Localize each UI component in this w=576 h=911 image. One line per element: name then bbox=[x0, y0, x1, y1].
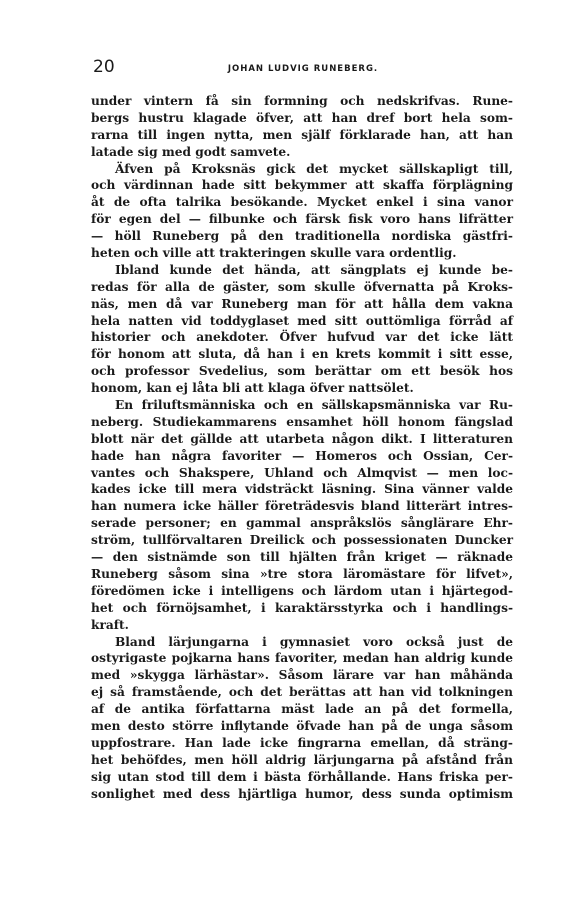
text-line: heten och ville att trakteringen skulle vara ordentlig. bbox=[91, 246, 457, 261]
text-line: Äfven på Kroksnäs gick det mycket sällskapligt till, bbox=[115, 161, 513, 176]
text-line: han numera icke häller företrädesvis bland litterärt intres- bbox=[91, 499, 513, 514]
text-line: latade sig med godt samvete. bbox=[91, 144, 291, 159]
page-header bbox=[93, 57, 513, 79]
text-line: het behöfdes, men höll aldrig lärjungarna på afstånd från bbox=[91, 752, 513, 767]
text-line: sig utan stod till dem i bästa förhållande. Hans friska per- bbox=[91, 769, 513, 784]
text-line: blott när det gällde att utarbeta någon dikt. I litteraturen bbox=[91, 431, 513, 446]
text-line: kraft. bbox=[91, 617, 129, 632]
text-line: för egen del — filbunke och färsk fisk voro hans lifrätter bbox=[91, 212, 513, 227]
text-line: historier och anekdoter. Öfver hufvud var det icke lätt bbox=[91, 330, 513, 345]
page-number: 20 bbox=[93, 57, 115, 77]
body-text bbox=[91, 93, 513, 802]
text-line: — den sistnämde son till hjälten från kriget — räknade bbox=[91, 550, 513, 565]
text-line: för honom att sluta, då han i en krets kommit i sitt esse, bbox=[91, 347, 513, 362]
text-line: åt de ofta talrika besökande. Mycket enkel i sina vanor bbox=[91, 195, 513, 210]
text-line: En friluftsmänniska och en sällskapsmänniska var Ru- bbox=[115, 398, 513, 413]
text-line: honom, kan ej låta bli att klaga öfver nattsölet. bbox=[91, 381, 414, 396]
text-line: kades icke till mera vidsträckt läsning. Sina vänner valde bbox=[91, 482, 513, 497]
text-line: och professor Svedelius, som berättar om ett besök hos bbox=[91, 364, 513, 379]
text-line: het och förnöjsamhet, i karaktärsstyrka och i handlings- bbox=[91, 600, 513, 615]
text-line: uppfostrare. Han lade icke fingrarna emellan, då sträng- bbox=[91, 735, 513, 750]
text-line: med »skygga lärhästar». Såsom lärare var han måhända bbox=[91, 668, 513, 683]
text-line: vantes och Shakspere, Uhland och Almqvist — men loc- bbox=[91, 465, 513, 480]
text-line: ej så framstående, och det berättas att han vid tolkningen bbox=[91, 685, 513, 700]
text-line: under vintern få sin formning och nedskrifvas. Rune- bbox=[91, 94, 513, 108]
text-line: af de antika författarna mäst lade an på det formella, bbox=[91, 702, 513, 717]
text-line: neberg. Studiekammarens ensamhet höll honom fängslad bbox=[91, 414, 513, 429]
running-title: JOHAN LUDVIG RUNEBERG. bbox=[227, 64, 379, 74]
text-line: Bland lärjungarna i gymnasiet voro också just de bbox=[115, 634, 513, 649]
text-line: sonlighet med dess hjärtliga humor, dess sunda optimism bbox=[91, 786, 513, 801]
text-line: — höll Runeberg på den traditionella nordiska gästfri- bbox=[91, 229, 513, 244]
text-line: och värdinnan hade sitt bekymmer att skaffa förplägning bbox=[91, 178, 513, 193]
text-line: bergs hustru klagade öfver, att han dref bort hela som- bbox=[91, 110, 513, 125]
text-line: hade han några favoriter — Homeros och Ossian, Cer- bbox=[91, 448, 513, 463]
text-line: Runeberg såsom sina »tre stora läromästare för lifvet», bbox=[91, 566, 513, 581]
text-line: men desto större inflytande öfvade han på de unga såsom bbox=[91, 718, 513, 733]
text-line: ostyrigaste pojkarna hans favoriter, medan han aldrig kunde bbox=[91, 651, 513, 666]
text-line: föredömen icke i intelligens och lärdom utan i hjärtegod- bbox=[91, 583, 513, 598]
text-line: Ibland kunde det hända, att sängplats ej kunde be- bbox=[115, 262, 513, 277]
text-line: ström, tullförvaltaren Dreilick och possessionaten Duncker bbox=[91, 533, 513, 548]
text-line: serade personer; en gammal anspråkslös sånglärare Ehr- bbox=[91, 516, 513, 531]
text-line: hela natten vid toddyglaset med sitt outtömliga förråd af bbox=[91, 313, 513, 328]
text-line: redas för alla de gäster, som skulle öfvernatta på Kroks- bbox=[91, 279, 513, 294]
text-line: näs, men då var Runeberg man för att hålla dem vakna bbox=[91, 296, 513, 311]
text-line: rarna till ingen nytta, men själf förklarade han, att han bbox=[91, 127, 513, 142]
